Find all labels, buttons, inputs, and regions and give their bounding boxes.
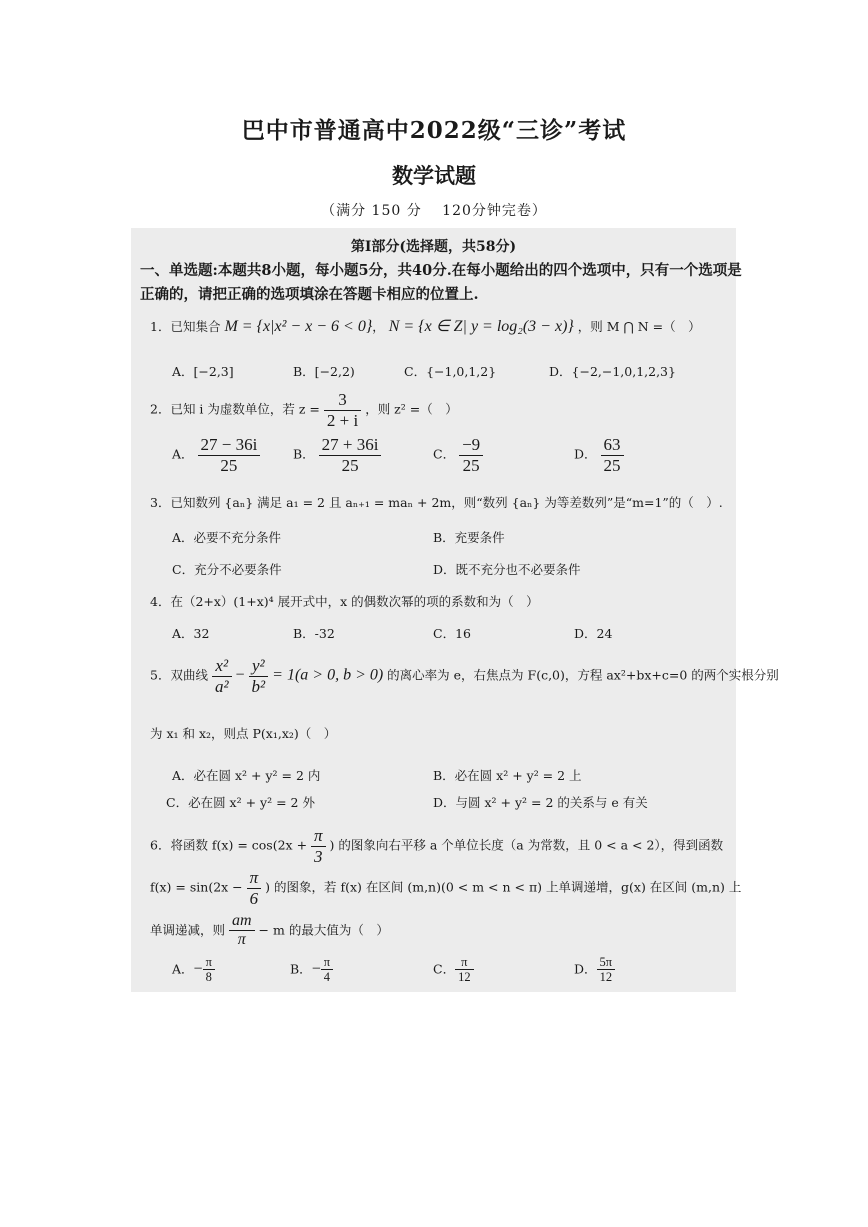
question-4: 4．在（2+x）(1+x)⁴ 展开式中，x 的偶数次幂的项的系数和为（ ） — [150, 594, 539, 609]
q3-option-a: A．必要不充分条件 — [172, 530, 282, 545]
q6-l3-num: am — [229, 912, 255, 931]
q6-option-c-fraction — [455, 955, 474, 985]
q6-option-d — [574, 955, 615, 985]
question-3: 3．已知数列 {aₙ} 满足 a₁ = 2 且 aₙ₊₁ = maₙ + 2m，则“数列 {aₙ} 为等差数列”是“m=1”的（ ）. — [150, 495, 723, 510]
q6-option-c — [433, 955, 474, 985]
q2-option-b-fraction — [319, 435, 382, 475]
q6-b-sign: − — [311, 960, 321, 978]
question-2 — [150, 390, 458, 430]
q2-d-den: 25 — [603, 455, 621, 475]
q5-option-c: C．必在圆 x² + y² = 2 外 — [166, 795, 315, 810]
q2-option-a-fraction — [198, 435, 261, 475]
q2-fraction — [324, 390, 361, 430]
q2-option-a — [172, 435, 260, 475]
section-instruction-line2: 正确的，请把正确的选项填涂在答题卡相应的位置上. — [140, 286, 479, 303]
q6-l3-den: π — [237, 931, 246, 949]
q2-option-c-fraction — [459, 435, 483, 475]
q2-post: ，则 z² =（ ） — [365, 401, 458, 417]
question-6-line2 — [150, 868, 741, 908]
q6-l1-den: 3 — [314, 846, 323, 866]
q6-option-b — [290, 955, 333, 985]
q6-l2-post: ) 的图象，若 f(x) 在区间 (m,n)(0 < m < n < π) 上单调递增，g(x) 在区间 (m,n) 上 — [265, 879, 742, 895]
exam-subtitle: 数学试题 — [392, 163, 476, 188]
q5-f2-num: y² — [249, 656, 269, 677]
section-instruction-line1: 一、单选题:本题共8小题，每小题5分，共40分.在每小题给出的四个选项中，只有一个选项是 — [140, 262, 742, 279]
exam-title: 巴中市普通高中2022级“三诊”考试 — [241, 117, 627, 144]
question-6-line1 — [150, 826, 723, 866]
q3-option-c: C．充分不必要条件 — [172, 562, 282, 577]
q6-d-den: 12 — [599, 970, 613, 985]
score-note: （满分 150 分 120分钟完卷） — [321, 203, 547, 219]
q2-pre: 2．已知 i 为虚数单位，若 z = — [150, 401, 320, 417]
q2-a-den: 25 — [220, 455, 238, 475]
q6-a-num: π — [203, 955, 215, 970]
q5-option-d: D．与圆 x² + y² = 2 的关系与 e 有关 — [433, 795, 648, 810]
question-5-line2: 为 x₁ 和 x₂，则点 P(x₁,x₂)（ ） — [150, 726, 337, 741]
q4-option-a: A．32 — [172, 626, 210, 641]
q6-a-den: 8 — [205, 970, 212, 985]
q5-fraction-y — [249, 656, 269, 696]
q2-a-num: 27 − 36i — [198, 435, 261, 456]
question-6-line3 — [150, 912, 389, 950]
q1-option-c: C．{−1,0,1,2} — [404, 364, 497, 379]
q6-l1-pre: 6．将函数 f(x) = cos(2x + — [150, 837, 308, 853]
q6-d-num: 5π — [597, 955, 616, 970]
q1-set-n: N = {x ∈ Z| y = log₂(3 − x)} — [388, 318, 574, 335]
q6-b-num: π — [321, 955, 333, 970]
q2-option-d-fraction — [601, 435, 624, 475]
q6-option-c-label: C． — [433, 961, 456, 977]
q6-a-sign: − — [193, 960, 203, 978]
q6-c-num: π — [455, 955, 474, 970]
q6-option-a-label: A． — [172, 961, 194, 977]
q3-option-b: B．充要条件 — [433, 530, 505, 545]
q6-option-a — [172, 955, 215, 985]
q6-l3-post: − m 的最大值为（ ） — [258, 922, 389, 938]
q6-l2-pre: f(x) = sin(2x − — [150, 879, 243, 895]
q6-option-a-fraction — [203, 955, 215, 985]
q2-c-num: −9 — [459, 435, 483, 456]
q4-option-c: C．16 — [433, 626, 471, 641]
q6-c-den: 12 — [458, 970, 471, 985]
q2-option-b — [293, 435, 381, 475]
q2-b-num: 27 + 36i — [319, 435, 382, 456]
question-1: 1．已知集合 M = {x|x² − x − 6 < 0}， N = {x ∈ Z| y = log₂(3 − x)} ，则 M ⋂ N =（ ） — [150, 318, 701, 335]
q2-d-num: 63 — [601, 435, 624, 456]
q2-option-c — [433, 435, 483, 475]
q1-option-b: B．[−2,2) — [293, 364, 355, 379]
q2-fraction-den: 2 + i — [326, 410, 359, 430]
part-heading: 第Ⅰ部分(选择题，共58分) — [350, 239, 517, 255]
q5-option-b: B．必在圆 x² + y² = 2 上 — [433, 768, 582, 783]
question-5 — [150, 656, 779, 696]
q2-option-d-label: D． — [574, 446, 597, 462]
q4-option-d: D．24 — [574, 626, 613, 641]
q2-c-den: 25 — [462, 455, 480, 475]
q5-f1-num: x² — [212, 656, 232, 677]
q1-option-d: D．{−2,−1,0,1,2,3} — [549, 364, 676, 379]
q6-option-d-fraction — [597, 955, 616, 985]
q2-option-d — [574, 435, 624, 475]
q5-pre: 5．双曲线 — [150, 667, 208, 683]
q1-tail: ，则 M ⋂ N =（ ） — [577, 319, 701, 334]
q4-option-b: B．-32 — [293, 626, 335, 641]
q6-l2-fraction — [247, 868, 262, 908]
q6-l1-post: ) 的图象向右平移 a 个单位长度（a 为常数，且 0 < a < 2），得到函数 — [329, 837, 724, 853]
q5-f2-den: b² — [251, 676, 266, 696]
q5-option-a: A．必在圆 x² + y² = 2 内 — [172, 768, 321, 783]
q2-option-a-label: A． — [172, 446, 194, 462]
q6-b-den: 4 — [323, 970, 330, 985]
q1-option-a: A．[−2,3] — [172, 364, 234, 379]
q5-minus: − — [235, 666, 245, 684]
q5-post: 的离心率为 e，右焦点为 F(c,0)，方程 ax²+bx+c=0 的两个实根分别 — [387, 667, 779, 683]
q6-option-d-label: D． — [574, 961, 597, 977]
q5-eq: = 1(a > 0, b > 0) — [272, 666, 384, 684]
q2-fraction-num: 3 — [324, 390, 361, 411]
q1-number: 1．已知集合 — [150, 319, 221, 334]
q2-option-c-label: C． — [433, 446, 456, 462]
q6-l2-den: 6 — [249, 888, 259, 908]
q1-set-m: M = {x|x² − x − 6 < 0} — [224, 318, 373, 335]
q6-option-b-fraction — [321, 955, 333, 985]
q2-option-b-label: B． — [293, 446, 315, 462]
q6-option-b-label: B． — [290, 961, 312, 977]
q5-f1-den: a² — [214, 676, 229, 696]
q3-option-d: D．既不充分也不必要条件 — [433, 562, 581, 577]
q6-l1-fraction — [311, 826, 326, 866]
q6-l1-num: π — [311, 826, 326, 847]
q6-l3-pre: 单调递减，则 — [150, 922, 226, 938]
q2-b-den: 25 — [341, 455, 359, 475]
q5-fraction-x — [212, 656, 232, 696]
q6-l2-num: π — [247, 868, 262, 889]
q6-l3-fraction — [229, 912, 255, 950]
